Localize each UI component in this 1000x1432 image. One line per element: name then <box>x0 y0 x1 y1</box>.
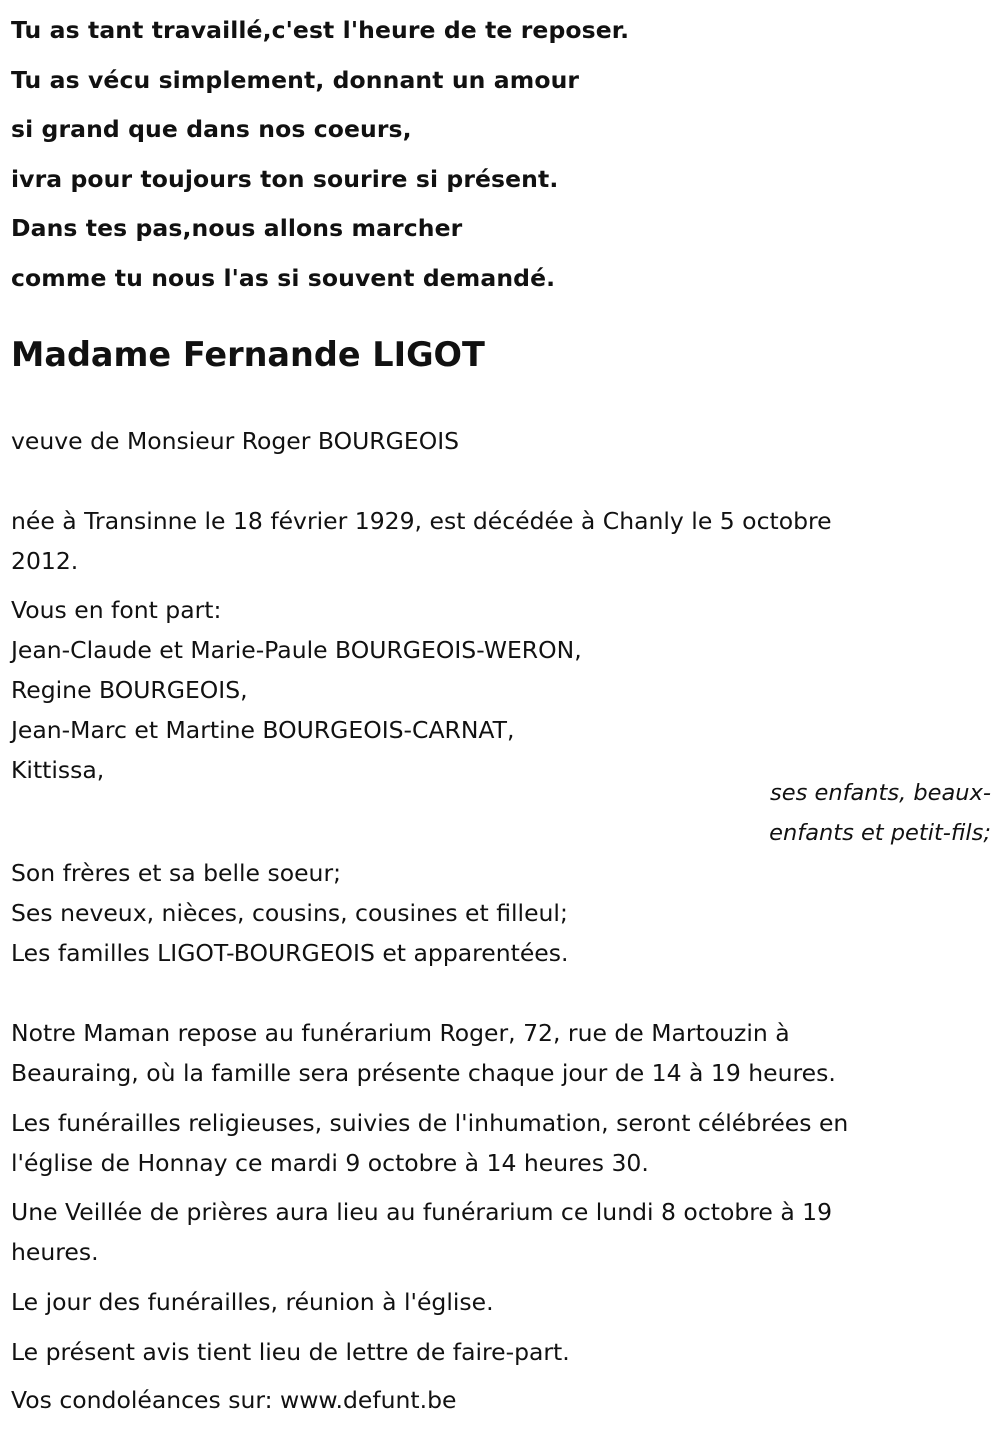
other-relatives <box>11 853 986 973</box>
poem-line: ivra pour toujours ton sourire si présent. <box>11 164 559 193</box>
meeting-info: Le jour des funérailles, réunion à l'église. <box>11 1288 494 1316</box>
vigil-line: Une Veillée de prières aura lieu au funérarium ce lundi 8 octobre à 19 <box>11 1198 833 1226</box>
relatives-line: Ses neveux, nièces, cousins, cousines et filleul; <box>11 899 568 927</box>
dates-line: née à Transinne le 18 février 1929, est décédée à Chanly le 5 octobre <box>11 507 832 535</box>
children-role <box>769 774 991 853</box>
funerarium-info <box>11 1013 986 1093</box>
funeral-info <box>11 1103 986 1183</box>
family-member: Kittissa, <box>11 756 105 784</box>
poem-line: si grand que dans nos coeurs, <box>11 115 412 144</box>
funeral-line: Les funérailles religieuses, suivies de l'inhumation, seront célébrées en <box>11 1109 849 1137</box>
poem-line: Tu as tant travaillé,c'est l'heure de te reposer. <box>11 16 630 44</box>
poem <box>11 6 971 304</box>
funerarium-line: Notre Maman repose au funérarium Roger, 72, rue de Martouzin à <box>11 1019 790 1047</box>
vigil-info <box>11 1192 986 1272</box>
funeral-line: l'église de Honnay ce mardi 9 octobre à 14 heures 30. <box>11 1149 649 1177</box>
deceased-name: Madame Fernande LIGOT <box>11 335 485 374</box>
family-member: Jean-Claude et Marie-Paule BOURGEOIS-WERON, <box>11 636 582 664</box>
poem-line: Dans tes pas,nous allons marcher <box>11 214 463 243</box>
poem-line: Tu as vécu simplement, donnant un amour <box>11 65 580 94</box>
funerarium-line: Beauraing, où la famille sera présente chaque jour de 14 à 19 heures. <box>11 1059 836 1087</box>
condolences-info: Vos condoléances sur: www.defunt.be <box>11 1386 457 1414</box>
vigil-line: heures. <box>11 1238 99 1266</box>
birth-death-dates <box>11 501 986 581</box>
family-announcement <box>11 590 986 790</box>
family-member: Regine BOURGEOIS, <box>11 676 248 704</box>
notice-info: Le présent avis tient lieu de lettre de faire-part. <box>11 1338 570 1366</box>
children-role-line: ses enfants, beaux- <box>770 780 991 806</box>
relatives-line: Son frères et sa belle soeur; <box>11 859 342 887</box>
children-role-line: enfants et petit-fils; <box>769 819 991 846</box>
family-intro: Vous en font part: <box>11 596 222 624</box>
dates-line: 2012. <box>11 547 79 575</box>
relatives-line: Les familles LIGOT-BOURGEOIS et apparentées. <box>11 939 569 967</box>
family-member: Jean-Marc et Martine BOURGEOIS-CARNAT, <box>11 716 515 744</box>
poem-line: comme tu nous l'as si souvent demandé. <box>11 263 556 292</box>
spouse-line: veuve de Monsieur Roger BOURGEOIS <box>11 427 460 455</box>
